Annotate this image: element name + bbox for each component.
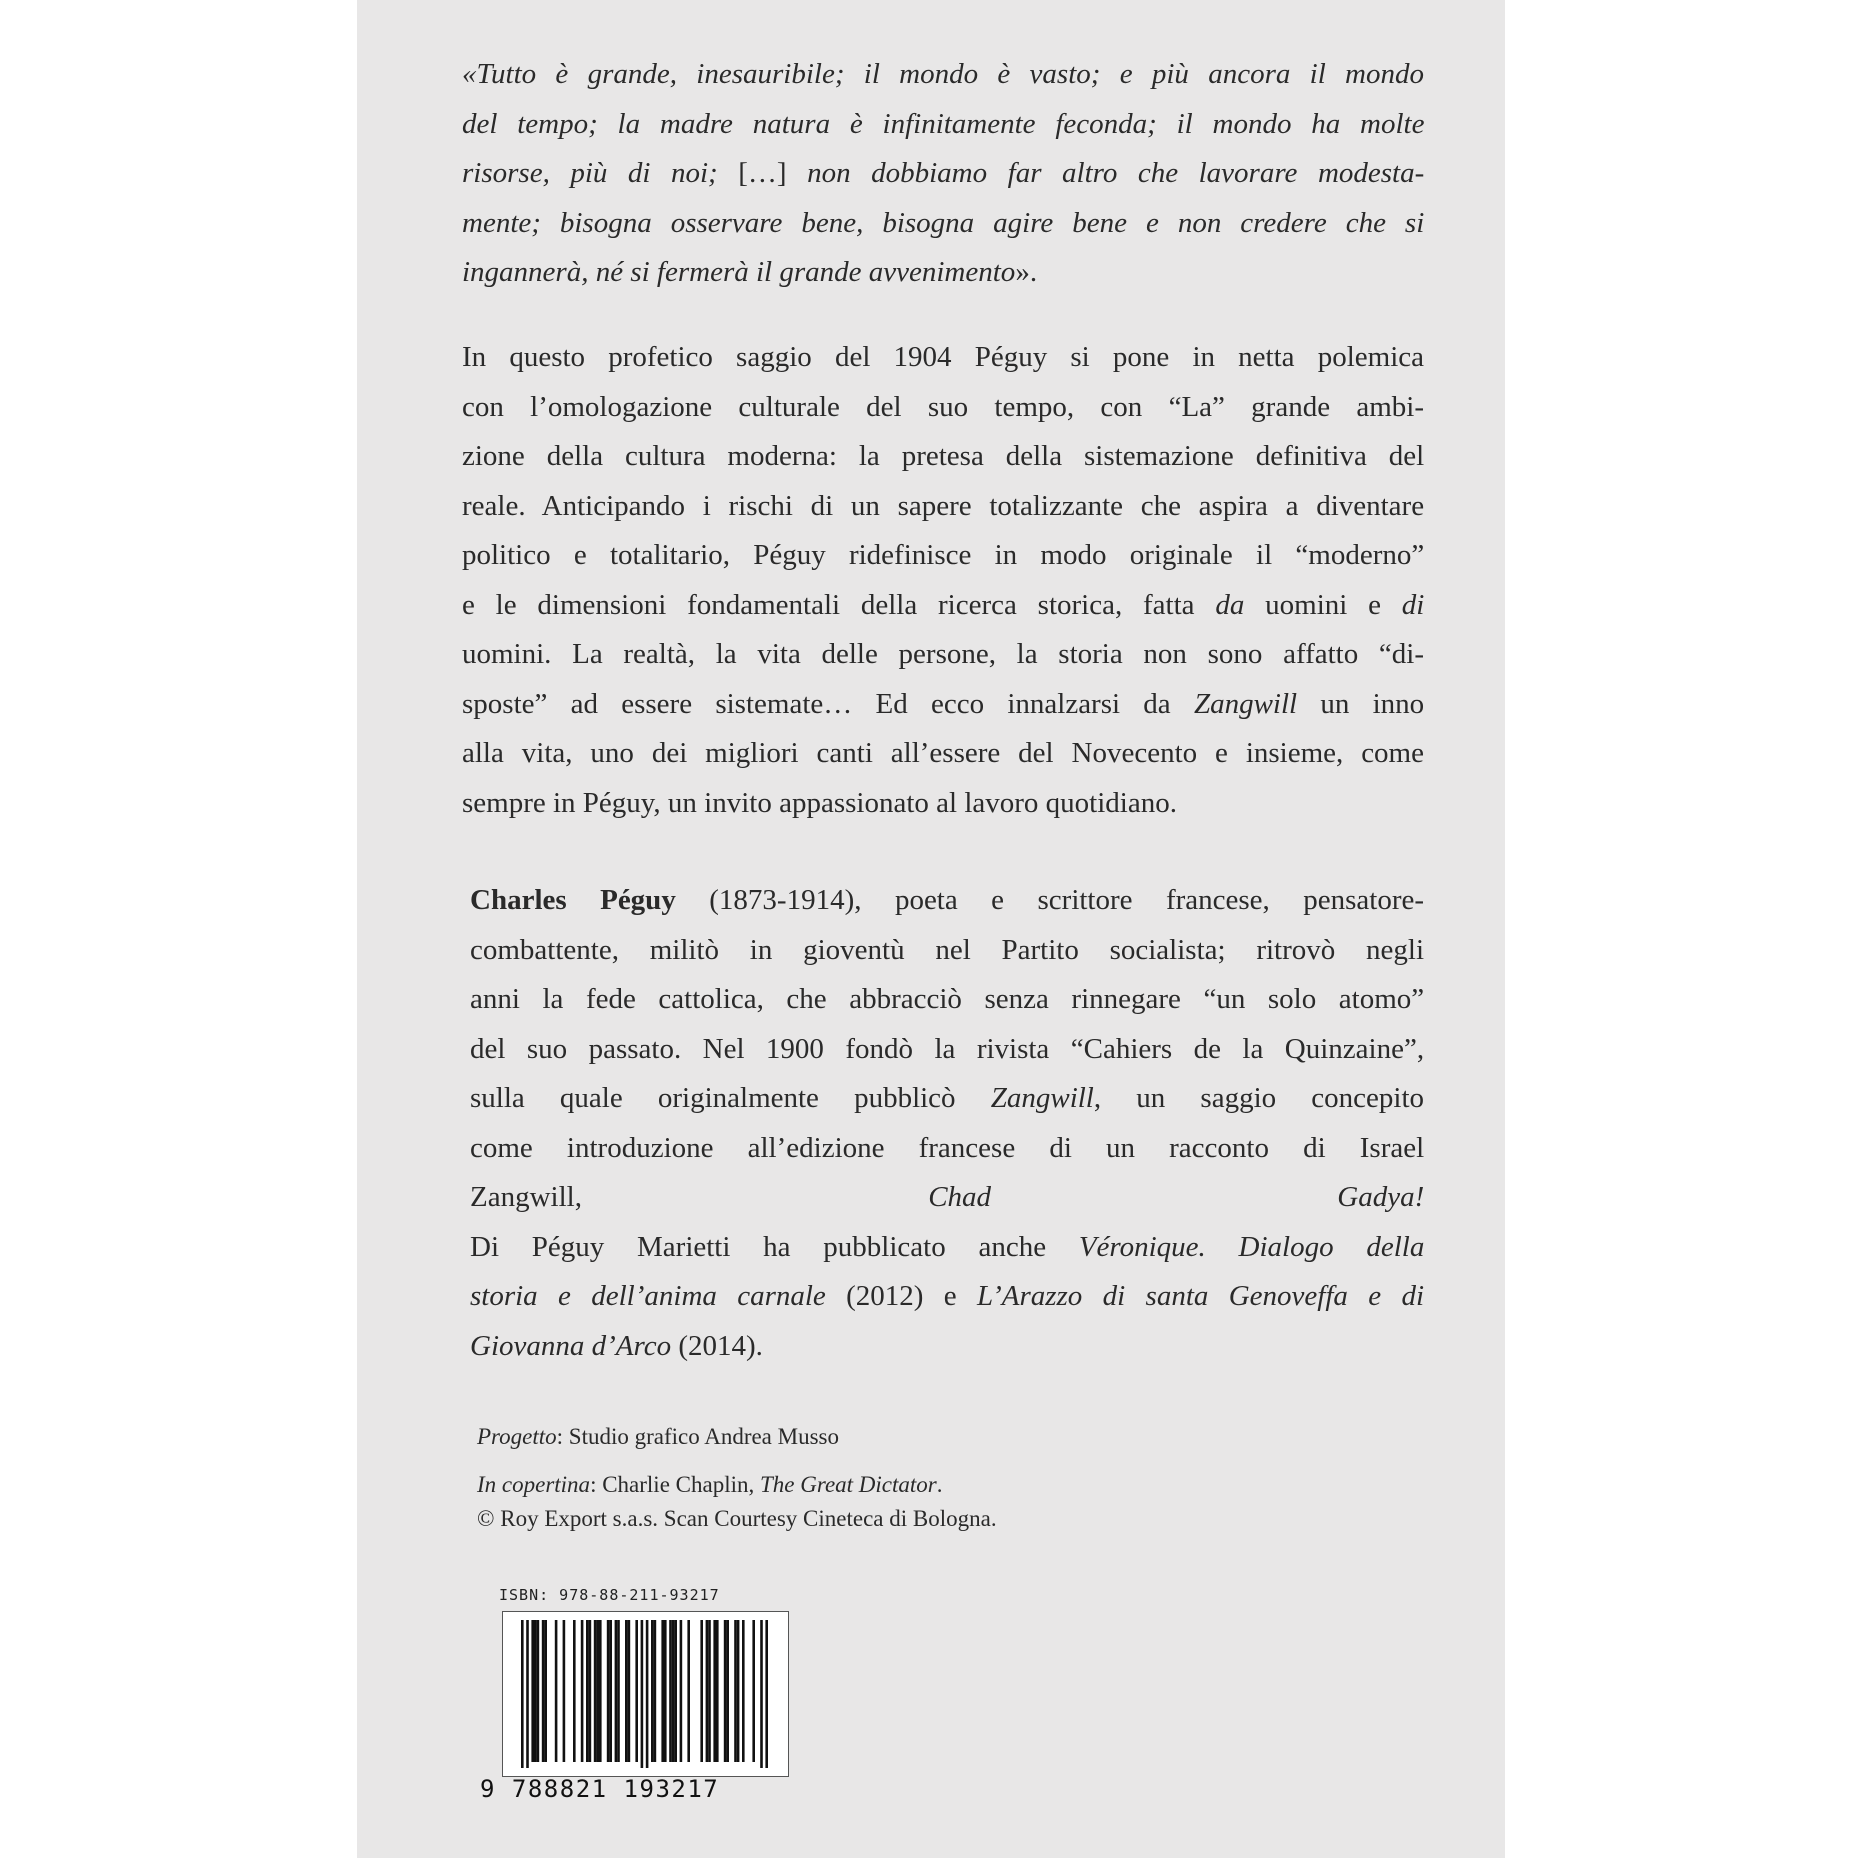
biography-text: come introduzione all’edizione francese di un racconto di Israel — [470, 1131, 1425, 1164]
cover-credit: In copertina: Charlie Chaplin, The Great Dictator. — [477, 1472, 943, 1497]
barcode-bars — [503, 1612, 788, 1776]
biography-text: Charles Péguy — [470, 884, 676, 916]
biography-text: (1873-1914), poeta e scrittore francese, pensatore- — [675, 884, 1425, 916]
barcode — [502, 1611, 789, 1777]
quote-line — [462, 50, 1424, 100]
quote-line — [462, 100, 1424, 150]
description-text: sempre in Péguy, un invito appassionato al lavoro quotidiano. — [462, 786, 1177, 819]
barcode-bar — [724, 1620, 727, 1762]
biography-line — [470, 1223, 1424, 1273]
biography-text: Zangwill, — [470, 1181, 929, 1213]
epigraph-quote — [462, 50, 1424, 298]
barcode-bar — [654, 1620, 657, 1762]
barcode-bar — [563, 1620, 566, 1762]
barcode-bar — [581, 1620, 584, 1762]
barcode-bar — [664, 1620, 667, 1762]
barcode-bar — [573, 1620, 576, 1762]
description-text: politico e totalitario, Péguy ridefinisce in modo originale il “moderno” — [462, 539, 1425, 571]
biography-text: Véronique. Dialogo della — [1078, 1230, 1425, 1263]
back-cover — [357, 0, 1505, 1858]
biography-text: Zangwill — [990, 1082, 1094, 1114]
barcode-bar — [700, 1620, 703, 1762]
biography-line — [470, 926, 1424, 976]
barcode-bar — [607, 1620, 610, 1762]
description-line — [462, 482, 1424, 532]
biography-text: Di Péguy Marietti ha pubblicato anche — [470, 1230, 1079, 1263]
description-text: sposte” ad essere sistemate… Ed ecco innalzarsi da — [462, 687, 1194, 720]
quote-text: […] — [738, 157, 787, 189]
biography-text: del suo passato. Nel 1900 fondò la rivista “Cahiers de la Quinzaine”, — [470, 1032, 1425, 1065]
barcode-bar — [726, 1620, 729, 1762]
barcode-bar — [617, 1620, 620, 1762]
description-line — [462, 531, 1424, 581]
biography-text: storia e dell’anima carnale — [470, 1280, 826, 1312]
barcode-bar — [544, 1620, 547, 1762]
biography-line — [470, 876, 1424, 926]
quote-text: non dobbiamo far altro che lavorare modesta- — [786, 157, 1425, 189]
biography-text: , un saggio concepito — [1093, 1082, 1425, 1114]
description-text: In questo profetico saggio del 1904 Péguy si pone in netta polemica — [462, 341, 1424, 373]
barcode-bar — [555, 1620, 558, 1762]
barcode-number: 9 788821 193217 — [480, 1775, 720, 1803]
biography-line — [470, 1074, 1424, 1124]
biography-text: Giovanna d’Arco — [470, 1329, 672, 1362]
book-description — [462, 333, 1424, 828]
barcode-bar — [531, 1620, 534, 1762]
barcode-bar — [521, 1620, 524, 1768]
barcode-bar — [752, 1620, 755, 1762]
barcode-bar — [589, 1620, 592, 1762]
barcode-bar — [646, 1620, 649, 1768]
barcode-bar — [599, 1620, 602, 1762]
barcode-bar — [625, 1620, 628, 1762]
description-text: alla vita, uno dei migliori canti all’essere del Novecento e insieme, come — [462, 737, 1424, 769]
quote-line — [462, 199, 1424, 249]
barcode-bar — [706, 1620, 709, 1762]
biography-text: anni la fede cattolica, che abbracciò senza rinnegare “un solo atomo” — [470, 983, 1425, 1015]
description-text: di — [1401, 588, 1425, 621]
barcode-bar — [734, 1620, 737, 1762]
description-text: un inno — [1297, 687, 1425, 720]
barcode-bar — [672, 1620, 675, 1762]
description-text: e le dimensioni fondamentali della ricerca storica, fatta — [462, 588, 1216, 621]
biography-text: (2012) e — [825, 1280, 978, 1312]
barcode-bar — [669, 1620, 672, 1762]
barcode-bar — [537, 1620, 540, 1762]
barcode-bar — [542, 1620, 545, 1762]
barcode-bar — [534, 1620, 537, 1762]
quote-text: ingannerà, né si fermerà il grande avvenimento — [462, 256, 1016, 288]
quote-text: risorse, più di noi; — [462, 157, 739, 189]
description-text: con l’omologazione culturale del suo tempo, con “La” grande ambi- — [462, 390, 1424, 423]
barcode-bar — [716, 1620, 719, 1762]
credits — [477, 1420, 997, 1536]
description-line — [462, 383, 1424, 433]
barcode-bar — [737, 1620, 740, 1762]
quote-text: ». — [1015, 256, 1038, 288]
description-text: uomini. La realtà, la vita delle persone, la storia non sono affatto “di- — [462, 638, 1424, 670]
barcode-bar — [594, 1620, 597, 1762]
isbn-label: ISBN: 978-88-211-93217 — [499, 1586, 720, 1604]
biography-line — [470, 1322, 1424, 1372]
author-biography — [470, 876, 1424, 1371]
barcode-bar — [651, 1620, 654, 1762]
biography-text: Chad Gadya! — [928, 1181, 1425, 1213]
biography-line — [470, 975, 1424, 1025]
description-line — [462, 729, 1424, 779]
barcode-bar — [628, 1620, 631, 1762]
barcode-bar — [760, 1620, 763, 1768]
description-line — [462, 333, 1424, 383]
biography-line — [470, 1272, 1424, 1322]
biography-text: (2014). — [671, 1329, 763, 1362]
biography-text: combattente, militò in gioventù nel Partito socialista; ritrovò negli — [470, 933, 1424, 966]
barcode-bar — [661, 1620, 664, 1762]
biography-line — [470, 1173, 1424, 1223]
barcode-bar — [615, 1620, 618, 1762]
description-text: da — [1215, 588, 1245, 621]
barcode-bar — [742, 1620, 745, 1762]
barcode-bar — [586, 1620, 589, 1762]
barcode-bar — [641, 1620, 644, 1768]
description-line — [462, 630, 1424, 680]
quote-line — [462, 248, 1424, 298]
biography-line — [470, 1124, 1424, 1174]
quote-text: del tempo; la madre natura è infinitamente feconda; il mondo ha molte — [462, 107, 1425, 140]
barcode-bar — [687, 1620, 690, 1762]
description-text: reale. Anticipando i rischi di un sapere totalizzante che aspira a diventare — [462, 489, 1425, 522]
description-line — [462, 680, 1424, 730]
barcode-bar — [708, 1620, 711, 1762]
quote-text: «Tutto è grande, inesauribile; il mondo è vasto; e più ancora il mondo — [462, 58, 1424, 90]
barcode-bar — [765, 1620, 768, 1768]
design-credit: Progetto: Studio grafico Andrea Musso — [477, 1424, 839, 1449]
copyright-line: © Roy Export s.a.s. Scan Courtesy Cineteca di Bologna. — [477, 1506, 997, 1531]
quote-line — [462, 149, 1424, 199]
biography-text: L’Arazzo di santa Genoveffa e di — [977, 1280, 1425, 1312]
description-line — [462, 581, 1424, 631]
description-text: uomini e — [1244, 588, 1402, 621]
biography-text: sulla quale originalmente pubblicò — [470, 1082, 991, 1114]
barcode-bar — [713, 1620, 716, 1762]
barcode-bar — [526, 1620, 529, 1768]
barcode-bar — [680, 1620, 683, 1762]
barcode-bar — [635, 1620, 638, 1762]
quote-text: mente; bisogna osservare bene, bisogna agire bene e non credere che si — [462, 206, 1425, 239]
biography-line — [470, 1025, 1424, 1075]
description-line — [462, 779, 1424, 829]
barcode-bar — [609, 1620, 612, 1762]
barcode-bar — [596, 1620, 599, 1762]
barcode-bar — [674, 1620, 677, 1762]
description-text: Zangwill — [1193, 687, 1298, 720]
description-text: zione della cultura moderna: la pretesa della sistemazione definitiva del — [462, 440, 1425, 472]
description-line — [462, 432, 1424, 482]
